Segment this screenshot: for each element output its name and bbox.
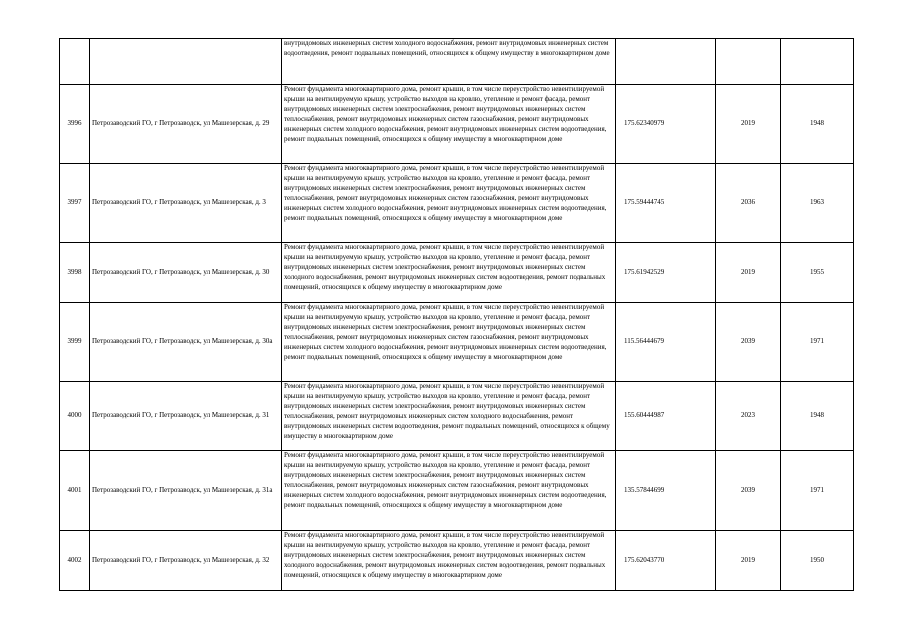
works-cell: Ремонт фундамента многоквартирного дома, ремонт крыши, в том числе переустройство невентилируемой крыши на вентилируемую крышу, устройство выходов на кровлю, утепление и ремонт фасада, ремонт внутридомовых инженерных систем электроснабжения, ремонт внутридомовых инженерных систем холодного водоснабжения, ремонт внутридомовых инженерных систем водоотведения, ремонт подвальных помещений, относящихся к общему имуществу в многоквартирном доме: [282, 531, 616, 591]
planned-year-cell: 2036: [716, 164, 781, 243]
table-row: [60, 39, 854, 85]
build-year-cell: 1955: [781, 243, 854, 303]
works-cell: Ремонт фундамента многоквартирного дома, ремонт крыши, в том числе переустройство невентилируемой крыши на вентилируемую крышу, устройство выходов на кровлю, утепление и ремонт фасада, ремонт внутридомовых инженерных систем электроснабжения, ремонт внутридомовых инженерных систем теплоснабжения, ремонт внутридомовых инженерных систем газоснабжения, ремонт внутридомовых инженерных систем холодного водоснабжения, ремонт внутридомовых инженерных систем водоотведения, ремонт подвальных помещений, относящихся к общему имуществу в многоквартирном доме: [282, 85, 616, 164]
build-year-cell: 1948: [781, 382, 854, 451]
address-cell: Петрозаводский ГО, г Петрозаводск, ул Машезерская, д. 30: [90, 243, 282, 303]
address-cell: Петрозаводский ГО, г Петрозаводск, ул Машезерская, д. 32: [90, 531, 282, 591]
table-row: [60, 382, 854, 451]
planned-year-cell: 2019: [716, 85, 781, 164]
works-cell: Ремонт фундамента многоквартирного дома, ремонт крыши, в том числе переустройство невентилируемой крыши на вентилируемую крышу, устройство выходов на кровлю, утепление и ремонт фасада, ремонт внутридомовых инженерных систем электроснабжения, ремонт внутридомовых инженерных систем холодного водоснабжения, ремонт внутридомовых инженерных систем водоотведения, ремонт подвальных помещений, относящихся к общему имуществу в многоквартирном доме: [282, 243, 616, 303]
build-year-cell: 1971: [781, 451, 854, 531]
row-number: 4000: [60, 382, 90, 451]
build-year-cell: 1948: [781, 85, 854, 164]
build-year-cell: 1950: [781, 531, 854, 591]
repair-program-table: [59, 38, 854, 591]
works-cell: Ремонт фундамента многоквартирного дома, ремонт крыши, в том числе переустройство невентилируемой крыши на вентилируемую крышу, устройство выходов на кровлю, утепление и ремонт фасада, ремонт внутридомовых инженерных систем электроснабжения, ремонт внутридомовых инженерных систем теплоснабжения, ремонт внутридомовых инженерных систем газоснабжения, ремонт внутридомовых инженерных систем холодного водоснабжения, ремонт внутридомовых инженерных систем водоотведения, ремонт подвальных помещений, относящихся к общему имуществу в многоквартирном доме: [282, 303, 616, 382]
table-row: [60, 531, 854, 591]
address-cell: Петрозаводский ГО, г Петрозаводск, ул Машезерская, д. 31а: [90, 451, 282, 531]
row-number: 4002: [60, 531, 90, 591]
cost-cell: 175.61942529: [616, 243, 716, 303]
planned-year-cell: 2019: [716, 531, 781, 591]
build-year-cell: 1963: [781, 164, 854, 243]
table-row: [60, 85, 854, 164]
planned-year-cell: 2023: [716, 382, 781, 451]
row-number: 3998: [60, 243, 90, 303]
works-cell: внутридомовых инженерных систем холодного водоснабжения, ремонт внутридомовых инженерных систем водоотведения, ремонт подвальных помещений, относящихся к общему имуществу в многоквартирном доме: [282, 39, 616, 85]
table-row: [60, 303, 854, 382]
table-row: [60, 243, 854, 303]
planned-year-cell: 2039: [716, 451, 781, 531]
planned-year-cell: [716, 39, 781, 85]
cost-cell: [616, 39, 716, 85]
cost-cell: 175.59444745: [616, 164, 716, 243]
address-cell: Петрозаводский ГО, г Петрозаводск, ул Машезерская, д. 3: [90, 164, 282, 243]
row-number: 3996: [60, 85, 90, 164]
cost-cell: 155.60444987: [616, 382, 716, 451]
build-year-cell: [781, 39, 854, 85]
table-row: [60, 451, 854, 531]
cost-cell: 175.62043770: [616, 531, 716, 591]
cost-cell: 135.57844699: [616, 451, 716, 531]
planned-year-cell: 2019: [716, 243, 781, 303]
cost-cell: 175.62340979: [616, 85, 716, 164]
row-number: 4001: [60, 451, 90, 531]
table-row: [60, 164, 854, 243]
works-cell: Ремонт фундамента многоквартирного дома, ремонт крыши, в том числе переустройство невентилируемой крыши на вентилируемую крышу, устройство выходов на кровлю, утепление и ремонт фасада, ремонт внутридомовых инженерных систем электроснабжения, ремонт внутридомовых инженерных систем теплоснабжения, ремонт внутридомовых инженерных систем газоснабжения, ремонт внутридомовых инженерных систем холодного водоснабжения, ремонт внутридомовых инженерных систем водоотведения, ремонт подвальных помещений, относящихся к общему имуществу в многоквартирном доме: [282, 451, 616, 531]
row-number: [60, 39, 90, 85]
row-number: 3999: [60, 303, 90, 382]
row-number: 3997: [60, 164, 90, 243]
address-cell: Петрозаводский ГО, г Петрозаводск, ул Машезерская, д. 31: [90, 382, 282, 451]
address-cell: Петрозаводский ГО, г Петрозаводск, ул Машезерская, д. 30а: [90, 303, 282, 382]
build-year-cell: 1971: [781, 303, 854, 382]
works-cell: Ремонт фундамента многоквартирного дома, ремонт крыши, в том числе переустройство невентилируемой крыши на вентилируемую крышу, устройство выходов на кровлю, утепление и ремонт фасада, ремонт внутридомовых инженерных систем электроснабжения, ремонт внутридомовых инженерных систем теплоснабжения, ремонт внутридомовых инженерных систем холодного водоснабжения, ремонт внутридомовых инженерных систем водоотведения, ремонт подвальных помещений, относящихся к общему имуществу в многоквартирном доме: [282, 382, 616, 451]
cost-cell: 115.56444679: [616, 303, 716, 382]
planned-year-cell: 2039: [716, 303, 781, 382]
address-cell: [90, 39, 282, 85]
address-cell: Петрозаводский ГО, г Петрозаводск, ул Машезерская, д. 29: [90, 85, 282, 164]
works-cell: Ремонт фундамента многоквартирного дома, ремонт крыши, в том числе переустройство невентилируемой крыши на вентилируемую крышу, устройство выходов на кровлю, утепление и ремонт фасада, ремонт внутридомовых инженерных систем электроснабжения, ремонт внутридомовых инженерных систем теплоснабжения, ремонт внутридомовых инженерных систем газоснабжения, ремонт внутридомовых инженерных систем холодного водоснабжения, ремонт внутридомовых инженерных систем водоотведения, ремонт подвальных помещений, относящихся к общему имуществу в многоквартирном доме: [282, 164, 616, 243]
